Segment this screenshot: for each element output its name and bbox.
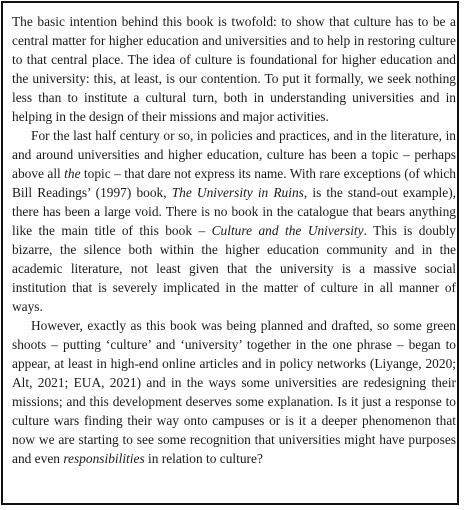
page-frame: [1, 1, 459, 505]
text-run: , is the stand-out example), there has been a large void. There is no book in the catalogue that bears anything like the main title of this book –: [12, 185, 456, 238]
paragraph-3: [12, 316, 456, 468]
italic-run: responsibilities: [63, 451, 145, 466]
text-run: topic – that dare not express its name. With rare exceptions (of which Bill Readings’ (1997) book,: [12, 166, 457, 200]
italic-run: the: [64, 166, 81, 181]
paragraph-1: [12, 12, 456, 126]
text-run: However, exactly as this book was being planned and drafted, so some green shoots – putting ‘culture’ and ‘university’ together in the one phrase – began to appear, at least in high-end online articles and in policy networks (Liyange, 2020; Alt, 2021; EUA, 2021) and in the ways some universities are redesigning their missions; and this development deserves some explanation. Is it just a response to culture wars finding their way onto campuses or is it a deeper phenomenon that now we are starting to see some recognition that universities might have purposes and even: [12, 318, 456, 466]
text-run: in relation to culture?: [144, 451, 263, 466]
text-run: The basic intention behind this book is twofold: to show that culture has to be a central matter for higher education and universities and to help in restoring culture to that central place. The idea of culture is foundational for higher education and the university: this, at least, is our contention. To put it formally, we seek nothing less than to institute a cultural turn, both in understanding universities and in helping in the design of their missions and major activities.: [12, 14, 456, 124]
book-title-italic: Culture and the University: [211, 223, 364, 238]
text-run: . This is doubly bizarre, the silence both within the higher education community and in the academic literature, not least given that the university is a massive social institution that is severely implicated in the matter of culture in all manner of ways.: [12, 223, 456, 314]
book-title-italic: The University in Ruins: [171, 185, 304, 200]
paragraph-2: [12, 126, 456, 316]
text-run: For the last half century or so, in policies and practices, and in the literature, in and around universities and higher education, culture has been a topic – perhaps above all: [12, 128, 456, 181]
body-text: [12, 12, 456, 468]
